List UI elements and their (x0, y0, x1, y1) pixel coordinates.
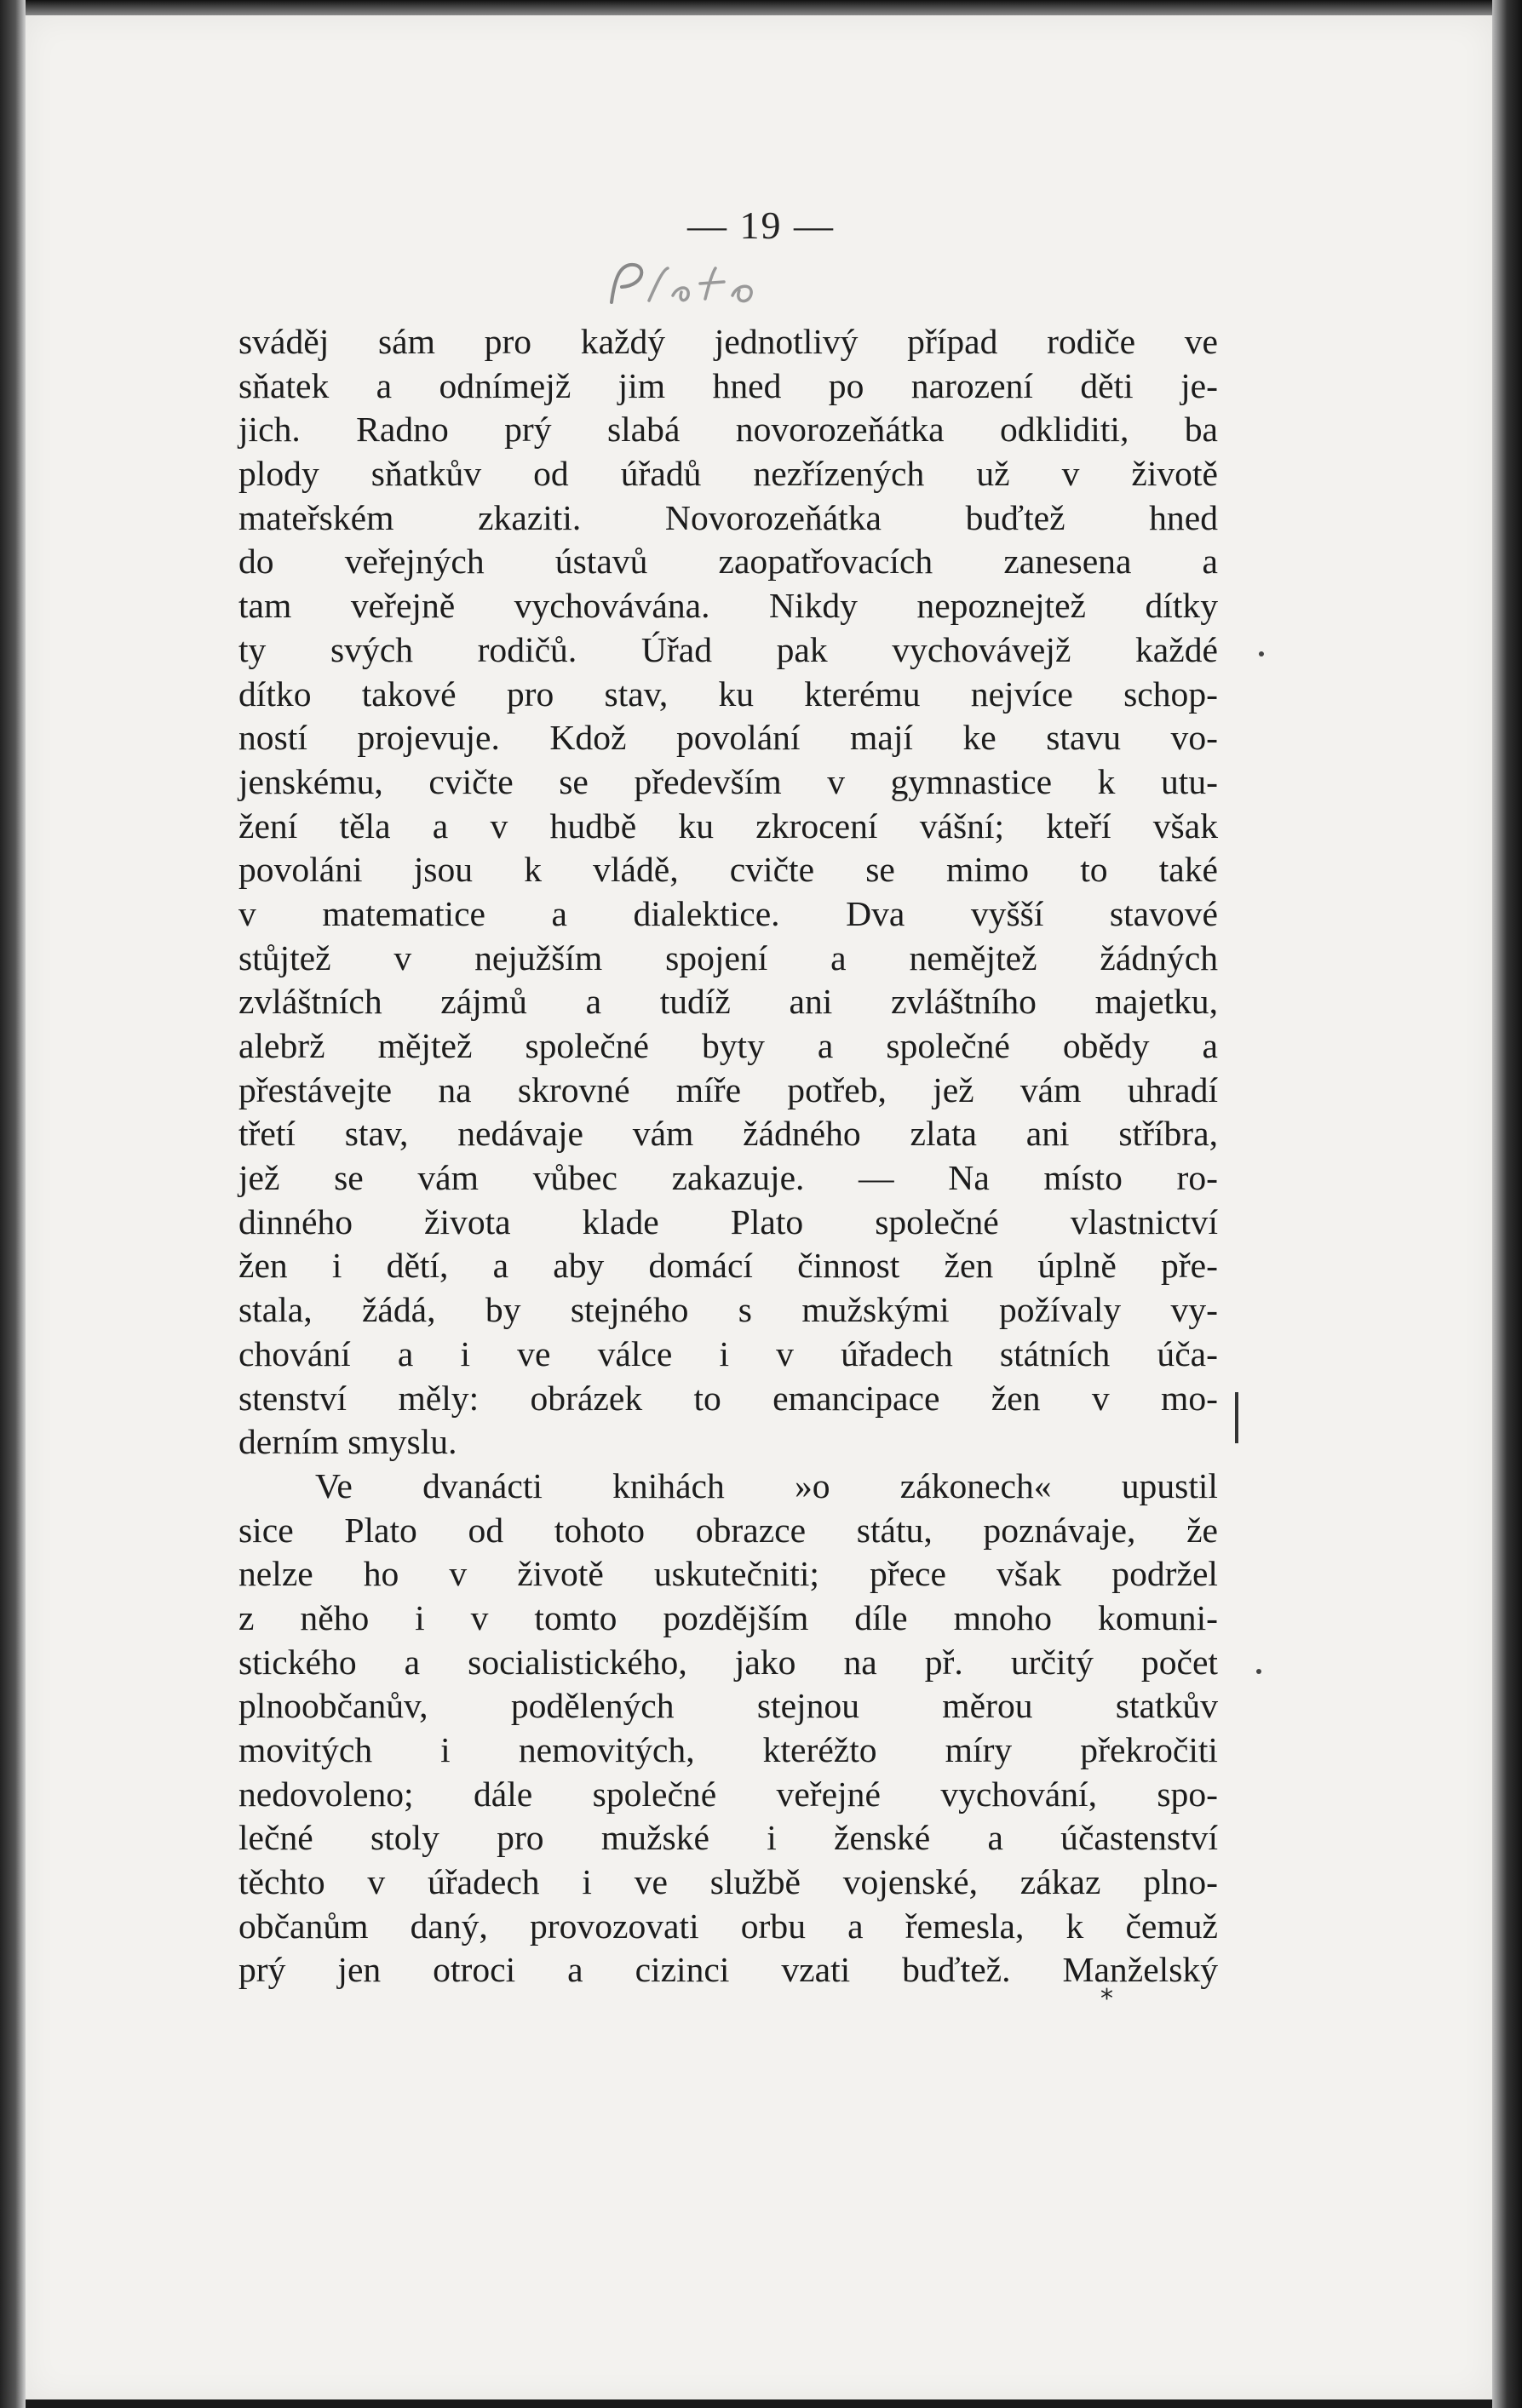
text-line: dinného života klade Plato společné vlastnictví (238, 1201, 1218, 1241)
text-line: ností projevuje. Kdož povolání mají ke stavu vo- (238, 718, 1218, 758)
text-line: prý jen otroci a cizinci vzati buďtež. Manželský (238, 1950, 1218, 1990)
text-line: přestávejte na skrovné míře potřeb, jež vám uhradí (238, 1069, 1218, 1109)
text-line: movitých i nemovitých, kteréžto míry překročiti (238, 1730, 1218, 1769)
text-line: ty svých rodičů. Úřad pak vychovávejž každé (238, 629, 1218, 669)
text-line: nelze ho v životě uskutečniti; přece však podržel (238, 1554, 1218, 1594)
text-line: v matematice a dialektice. Dva vyšší stavové (238, 893, 1218, 933)
ink-speck (1259, 651, 1264, 656)
text-line: třetí stav, nedávaje vám žádného zlata ani stříbra, (238, 1114, 1218, 1154)
text-line: sice Plato od tohoto obrazce státu, poznávaje, že (238, 1510, 1218, 1550)
text-line: povoláni jsou k vládě, cvičte se mimo to také (238, 850, 1218, 890)
text-line: chování a i ve válce i v úřadech státních úča- (238, 1333, 1218, 1373)
text-line: do veřejných ústavů zaopatřovacích zanesena a (238, 542, 1218, 582)
text-line: těchto v úřadech i ve službě vojenské, zákaz plno- (238, 1862, 1218, 1902)
text-line: nedovoleno; dále společné veřejné vychování, spo- (238, 1774, 1218, 1814)
text-line: plnoobčanův, podělených stejnou měrou statkův (238, 1686, 1218, 1726)
text-line: stůjtež v nejužším spojení a nemějtež žádných (238, 937, 1218, 978)
margin-mark (1235, 1392, 1238, 1443)
text-line: žení těla a v hudbě ku zkrocení vášní; kteří však (238, 806, 1218, 846)
text-line: z něho i v tomto pozdějším díle mnoho komuni- (238, 1597, 1218, 1637)
text-line: sňatek a odnímejž jim hned po narození děti je- (238, 365, 1218, 405)
scan-left-edge (0, 0, 26, 2408)
signature-mark: * (1100, 1984, 1113, 2014)
text-line: stala, žádá, by stejného s mužskými požívaly vy- (238, 1290, 1218, 1330)
text-line: plody sňatkův od úřadů nezřízených už v životě (238, 454, 1218, 494)
text-line: stického a socialistického, jako na př. určitý počet (238, 1642, 1218, 1682)
page-number: — 19 — (687, 204, 835, 247)
text-line: lečné stoly pro mužské i ženské a účastenství (238, 1818, 1218, 1858)
text-line: žen i dětí, a aby domácí činnost žen úplně pře- (238, 1246, 1218, 1286)
scan-top-edge (0, 0, 1522, 15)
text-line: stenství měly: obrázek to emancipace žen v mo- (238, 1378, 1218, 1418)
text-line: jenskému, cvičte se především v gymnastice k utu- (238, 761, 1218, 801)
text-line: jež se vám vůbec zakazuje. — Na místo ro- (238, 1158, 1218, 1198)
text-line: jich. Radno prý slabá novorozeňátka odkliditi, ba (238, 410, 1218, 450)
text-line: tam veřejně vychovávána. Nikdy nepoznejtež dítky (238, 586, 1218, 626)
text-line: Ve dvanácti knihách »o zákonech« upustil (315, 1465, 1218, 1505)
body-text (238, 320, 1218, 1992)
handwritten-note (596, 251, 792, 319)
ink-speck (1256, 1669, 1261, 1674)
text-line: sváděj sám pro každý jednotlivý případ rodiče ve (238, 322, 1218, 361)
text-line: alebrž mějtež společné byty a společné obědy a (238, 1026, 1218, 1065)
text-line: mateřském zkaziti. Novorozeňátka buďtež hned (238, 497, 1218, 537)
scan-right-edge (1492, 0, 1522, 2408)
text-line: dítko takové pro stav, ku kterému nejvíce schop- (238, 674, 1218, 714)
text-line: zvláštních zájmů a tudíž ani zvláštního majetku, (238, 982, 1218, 1022)
text-line: derním smyslu. (238, 1422, 457, 1462)
text-line: občanům daný, provozovati orbu a řemesla, k čemuž (238, 1906, 1218, 1946)
